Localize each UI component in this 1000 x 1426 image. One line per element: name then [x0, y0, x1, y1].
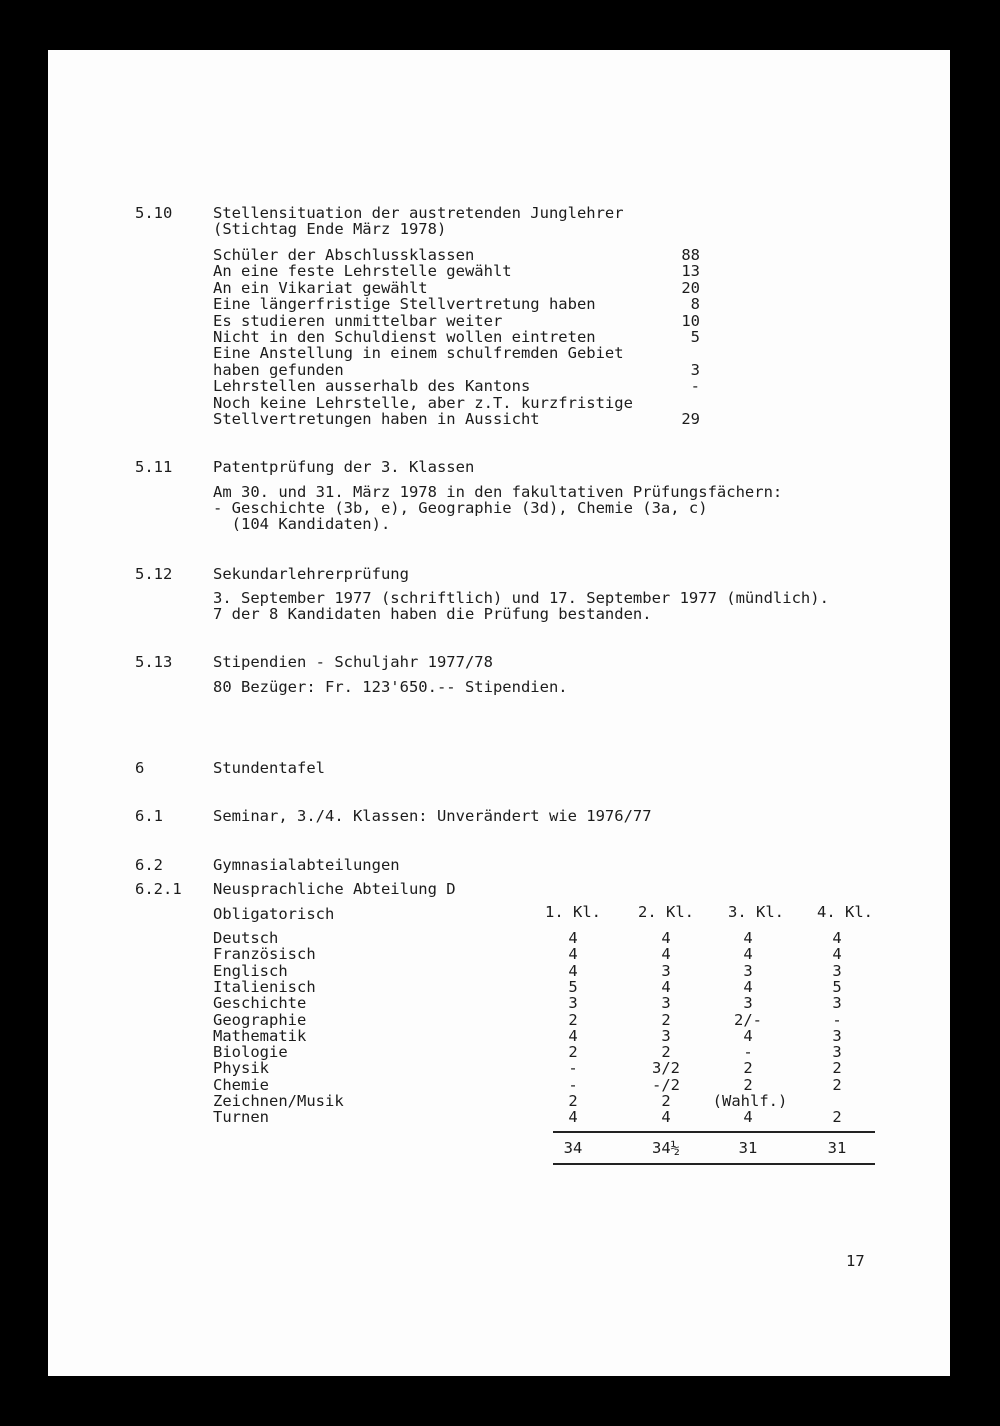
paragraph-line: 80 Bezüger: Fr. 123'650.-- Stipendien.: [213, 678, 568, 696]
document-page: [48, 50, 950, 1376]
hours-cell: 3: [661, 1026, 671, 1045]
hours-cell: -: [832, 1010, 842, 1029]
page-number: 17: [846, 1252, 865, 1270]
section-number-6-2: 6.2: [135, 856, 163, 874]
section-number-5-12: 5.12: [135, 565, 173, 583]
hours-cell: 2: [568, 1092, 578, 1110]
hours-cell: 2: [832, 1059, 842, 1078]
section-number-6: 6: [135, 759, 145, 777]
table-header: 3. Kl.: [728, 903, 784, 921]
subject-cell: Geographie: [213, 1010, 307, 1029]
hours-cell: 3: [832, 1043, 842, 1062]
section-title-6-2: Gymnasialabteilungen: [213, 856, 400, 874]
list-item-label: Noch keine Lehrstelle, aber z.T. kurzfristige: [213, 393, 633, 412]
subject-cell: Chemie: [213, 1075, 269, 1094]
list-item-label: An ein Vikariat gewählt: [213, 278, 428, 297]
section-title-6: Stundentafel: [213, 759, 325, 777]
hours-cell: 4: [661, 945, 671, 964]
list-item-value: 8: [690, 295, 700, 314]
hours-cell: 3: [661, 961, 671, 980]
hours-cell: 4: [661, 977, 671, 996]
hours-cell: 4: [743, 1026, 753, 1045]
hours-cell: 3: [832, 994, 842, 1013]
hours-cell: 2: [832, 1075, 842, 1094]
list-item-label: Nicht in den Schuldienst wollen eintreten: [213, 328, 596, 346]
hours-cell: 4: [743, 945, 753, 964]
section-title-5-12: Sekundarlehrerprüfung: [213, 565, 409, 583]
paragraph-line: 3. September 1977 (schriftlich) und 17. September 1977 (mündlich).: [213, 589, 829, 607]
hours-cell: 2: [743, 1059, 753, 1078]
section-number-6-2-1: 6.2.1: [135, 880, 182, 898]
total-cell: 31: [738, 1139, 758, 1157]
list-item-value: 20: [681, 278, 700, 297]
list-item-label: Eine Anstellung in einem schulfremden Gebiet: [213, 344, 624, 363]
section-number-6-1: 6.1: [135, 807, 163, 825]
total-cell: 31: [827, 1139, 847, 1157]
hours-cell: 4: [568, 929, 578, 947]
hours-cell: -: [568, 1059, 578, 1078]
hours-cell: 4: [743, 1108, 753, 1127]
hours-cell: 5: [568, 977, 578, 996]
hours-cell: 3: [743, 961, 753, 980]
list-item-value: 10: [681, 311, 700, 330]
hours-cell: 3: [568, 994, 578, 1013]
hours-cell: 2/-: [734, 1010, 762, 1029]
subject-cell: Italienisch: [213, 977, 316, 996]
list-item-value: 29: [681, 410, 700, 428]
total-rule-bottom: [553, 1163, 875, 1165]
list-item-value: 13: [681, 262, 700, 281]
list-item-label: Schüler der Abschlussklassen: [213, 246, 475, 264]
hours-cell: -/2: [652, 1075, 680, 1094]
section-title-5-13: Stipendien - Schuljahr 1977/78: [213, 653, 493, 671]
list-item-value: -: [690, 377, 700, 396]
hours-cell: 2: [568, 1010, 578, 1029]
section-title-5-10: Stellensituation der austretenden Junglehrer: [213, 204, 624, 222]
hours-cell: 2: [661, 1043, 671, 1062]
hours-cell: 4: [832, 929, 842, 947]
total-cell: 34: [563, 1139, 583, 1157]
section-title-6-2-1: Neusprachliche Abteilung D: [213, 880, 456, 898]
hours-cell: 4: [568, 1026, 578, 1045]
hours-cell: 4: [661, 1108, 671, 1127]
list-item-label: Eine längerfristige Stellvertretung haben: [213, 295, 596, 314]
hours-cell: 2: [661, 1010, 671, 1029]
hours-cell: -: [743, 1043, 753, 1062]
subject-cell: Englisch: [213, 961, 288, 980]
section-subtitle-5-10: (Stichtag Ende März 1978): [213, 220, 447, 238]
list-item-value: 3: [690, 360, 700, 379]
hours-cell: 4: [743, 929, 753, 947]
list-item-value: 5: [690, 328, 700, 346]
hours-cell: 3: [832, 1026, 842, 1045]
table-label: Obligatorisch: [213, 905, 335, 923]
list-item-label: Es studieren unmittelbar weiter: [213, 311, 503, 330]
section-number-5-13: 5.13: [135, 653, 173, 671]
hours-cell: (Wahlf.): [712, 1092, 788, 1110]
paragraph-line: Am 30. und 31. März 1978 in den fakultativen Prüfungsfächern:: [213, 483, 783, 501]
hours-cell: 4: [832, 945, 842, 964]
paragraph-line: (104 Kandidaten).: [213, 515, 391, 533]
subject-cell: Französisch: [213, 945, 316, 964]
hours-cell: 3: [832, 961, 842, 980]
hours-cell: 2: [743, 1075, 753, 1094]
hours-cell: 4: [661, 929, 671, 947]
table-header: 1. Kl.: [545, 903, 601, 921]
hours-cell: 2: [568, 1043, 578, 1062]
hours-cell: 2: [661, 1092, 671, 1110]
list-item-label: Stellvertretungen haben in Aussicht: [213, 410, 540, 428]
paragraph-line: - Geschichte (3b, e), Geographie (3d), Chemie (3a, c): [213, 499, 708, 517]
list-item-label: Lehrstellen ausserhalb des Kantons: [213, 377, 531, 396]
list-item-label: An eine feste Lehrstelle gewählt: [213, 262, 512, 281]
hours-cell: 3: [743, 994, 753, 1013]
table-header: 2. Kl.: [638, 903, 694, 921]
subject-cell: Deutsch: [213, 929, 279, 947]
hours-cell: 4: [743, 977, 753, 996]
subject-cell: Turnen: [213, 1108, 269, 1127]
subject-cell: Geschichte: [213, 994, 307, 1013]
paragraph-line: 7 der 8 Kandidaten haben die Prüfung bestanden.: [213, 605, 652, 623]
hours-cell: 3/2: [652, 1059, 680, 1078]
subject-cell: Mathematik: [213, 1026, 307, 1045]
subject-cell: Zeichnen/Musik: [213, 1092, 344, 1110]
hours-cell: 2: [832, 1108, 842, 1127]
hours-cell: 3: [661, 994, 671, 1013]
list-item-value: 88: [681, 246, 700, 264]
hours-cell: 4: [568, 1108, 578, 1127]
hours-cell: 4: [568, 945, 578, 964]
subject-cell: Physik: [213, 1059, 269, 1078]
section-title-6-1: Seminar, 3./4. Klassen: Unverändert wie 1976/77: [213, 807, 652, 825]
hours-cell: -: [568, 1075, 578, 1094]
list-item-label: haben gefunden: [213, 360, 344, 379]
subject-cell: Biologie: [213, 1043, 288, 1062]
hours-cell: 5: [832, 977, 842, 996]
total-cell: 34½: [652, 1139, 680, 1157]
section-number-5-10: 5.10: [135, 204, 173, 222]
section-title-5-11: Patentprüfung der 3. Klassen: [213, 458, 475, 476]
section-number-5-11: 5.11: [135, 458, 173, 476]
table-header: 4. Kl.: [817, 903, 873, 921]
total-rule-top: [553, 1131, 875, 1133]
hours-cell: 4: [568, 961, 578, 980]
